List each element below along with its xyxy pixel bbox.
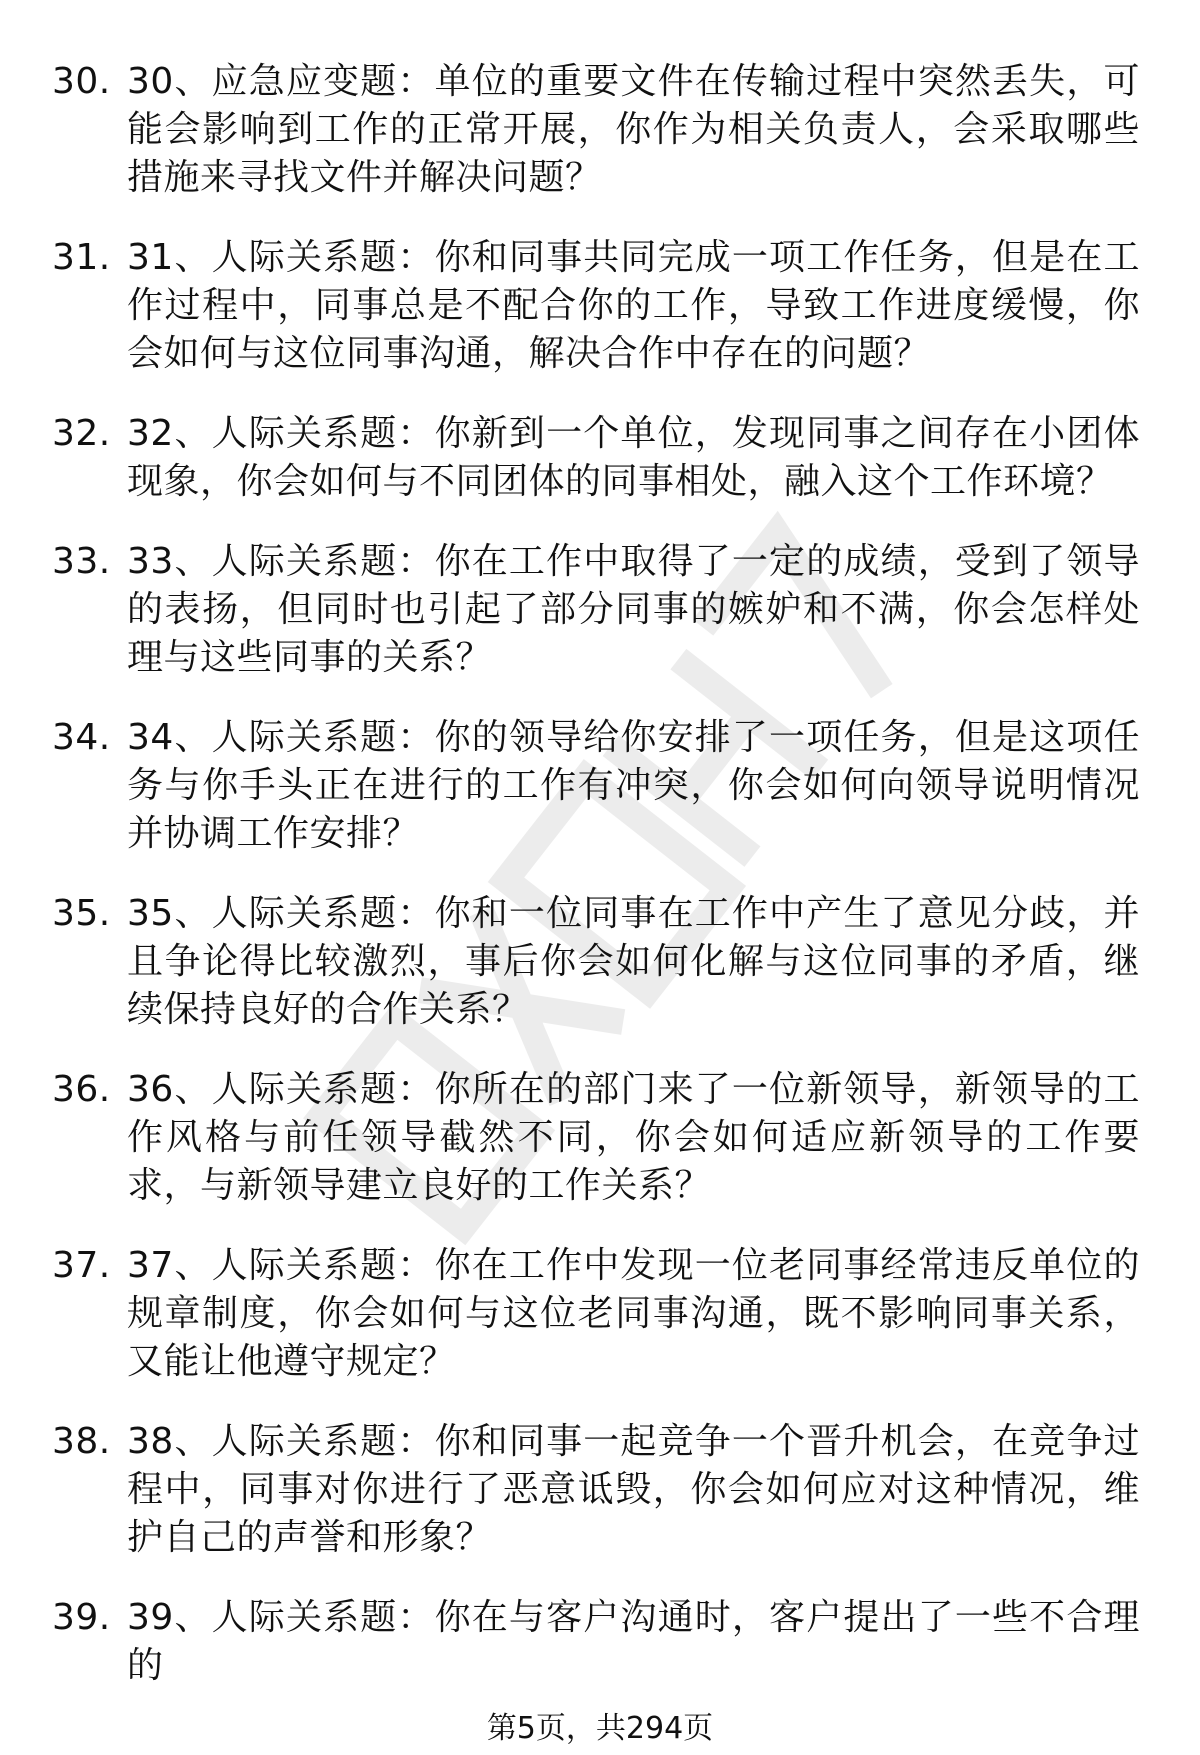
- item-number: 35.: [52, 893, 111, 934]
- item-text: 35、人际关系题：你和一位同事在工作中产生了意见分歧，并且争论得比较激烈，事后你会如何化解与这位同事的矛盾，继续保持良好的合作关系？: [127, 893, 1140, 1030]
- item-number: 38.: [52, 1421, 111, 1462]
- question-list: [0, 58, 1200, 1722]
- list-item: [0, 538, 1200, 682]
- item-text: 30、应急应变题：单位的重要文件在传输过程中突然丢失，可能会影响到工作的正常开展，你作为相关负责人，会采取哪些措施来寻找文件并解决问题？: [127, 61, 1140, 198]
- list-item: [0, 714, 1200, 858]
- item-text: 32、人际关系题：你新到一个单位，发现同事之间存在小团体现象，你会如何与不同团体的同事相处，融入这个工作环境？: [127, 413, 1140, 502]
- item-text: 31、人际关系题：你和同事共同完成一项工作任务，但是在工作过程中，同事总是不配合你的工作，导致工作进度缓慢，你会如何与这位同事沟通，解决合作中存在的问题？: [127, 237, 1140, 374]
- item-number: 37.: [52, 1245, 111, 1286]
- list-item: [0, 1418, 1200, 1562]
- list-item: [0, 1242, 1200, 1386]
- item-text: 34、人际关系题：你的领导给你安排了一项任务，但是这项任务与你手头正在进行的工作有冲突，你会如何向领导说明情况并协调工作安排？: [127, 717, 1140, 854]
- item-number: 39.: [52, 1597, 111, 1638]
- item-number: 36.: [52, 1069, 111, 1110]
- item-number: 31.: [52, 237, 111, 278]
- item-text: 38、人际关系题：你和同事一起竞争一个晋升机会，在竞争过程中，同事对你进行了恶意诋毁，你会如何应对这种情况，维护自己的声誉和形象？: [127, 1421, 1140, 1558]
- item-number: 32.: [52, 413, 111, 454]
- item-text: 37、人际关系题：你在工作中发现一位老同事经常违反单位的规章制度，你会如何与这位老同事沟通，既不影响同事关系，又能让他遵守规定？: [127, 1245, 1140, 1382]
- list-item: [0, 890, 1200, 1034]
- list-item: [0, 1066, 1200, 1210]
- item-text: 36、人际关系题：你所在的部门来了一位新领导，新领导的工作风格与前任领导截然不同，你会如何适应新领导的工作要求，与新领导建立良好的工作关系？: [127, 1069, 1140, 1206]
- item-number: 34.: [52, 717, 111, 758]
- item-text: 33、人际关系题：你在工作中取得了一定的成绩，受到了领导的表扬，但同时也引起了部分同事的嫉妒和不满，你会怎样处理与这些同事的关系？: [127, 541, 1140, 678]
- list-item: [0, 234, 1200, 378]
- list-item: [0, 1594, 1200, 1690]
- list-item: [0, 58, 1200, 202]
- list-item: [0, 410, 1200, 506]
- page-footer: 第5页，共294页: [0, 1709, 1200, 1749]
- item-number: 30.: [52, 61, 111, 102]
- item-number: 33.: [52, 541, 111, 582]
- item-text: 39、人际关系题：你在与客户沟通时，客户提出了一些不合理的: [127, 1597, 1140, 1686]
